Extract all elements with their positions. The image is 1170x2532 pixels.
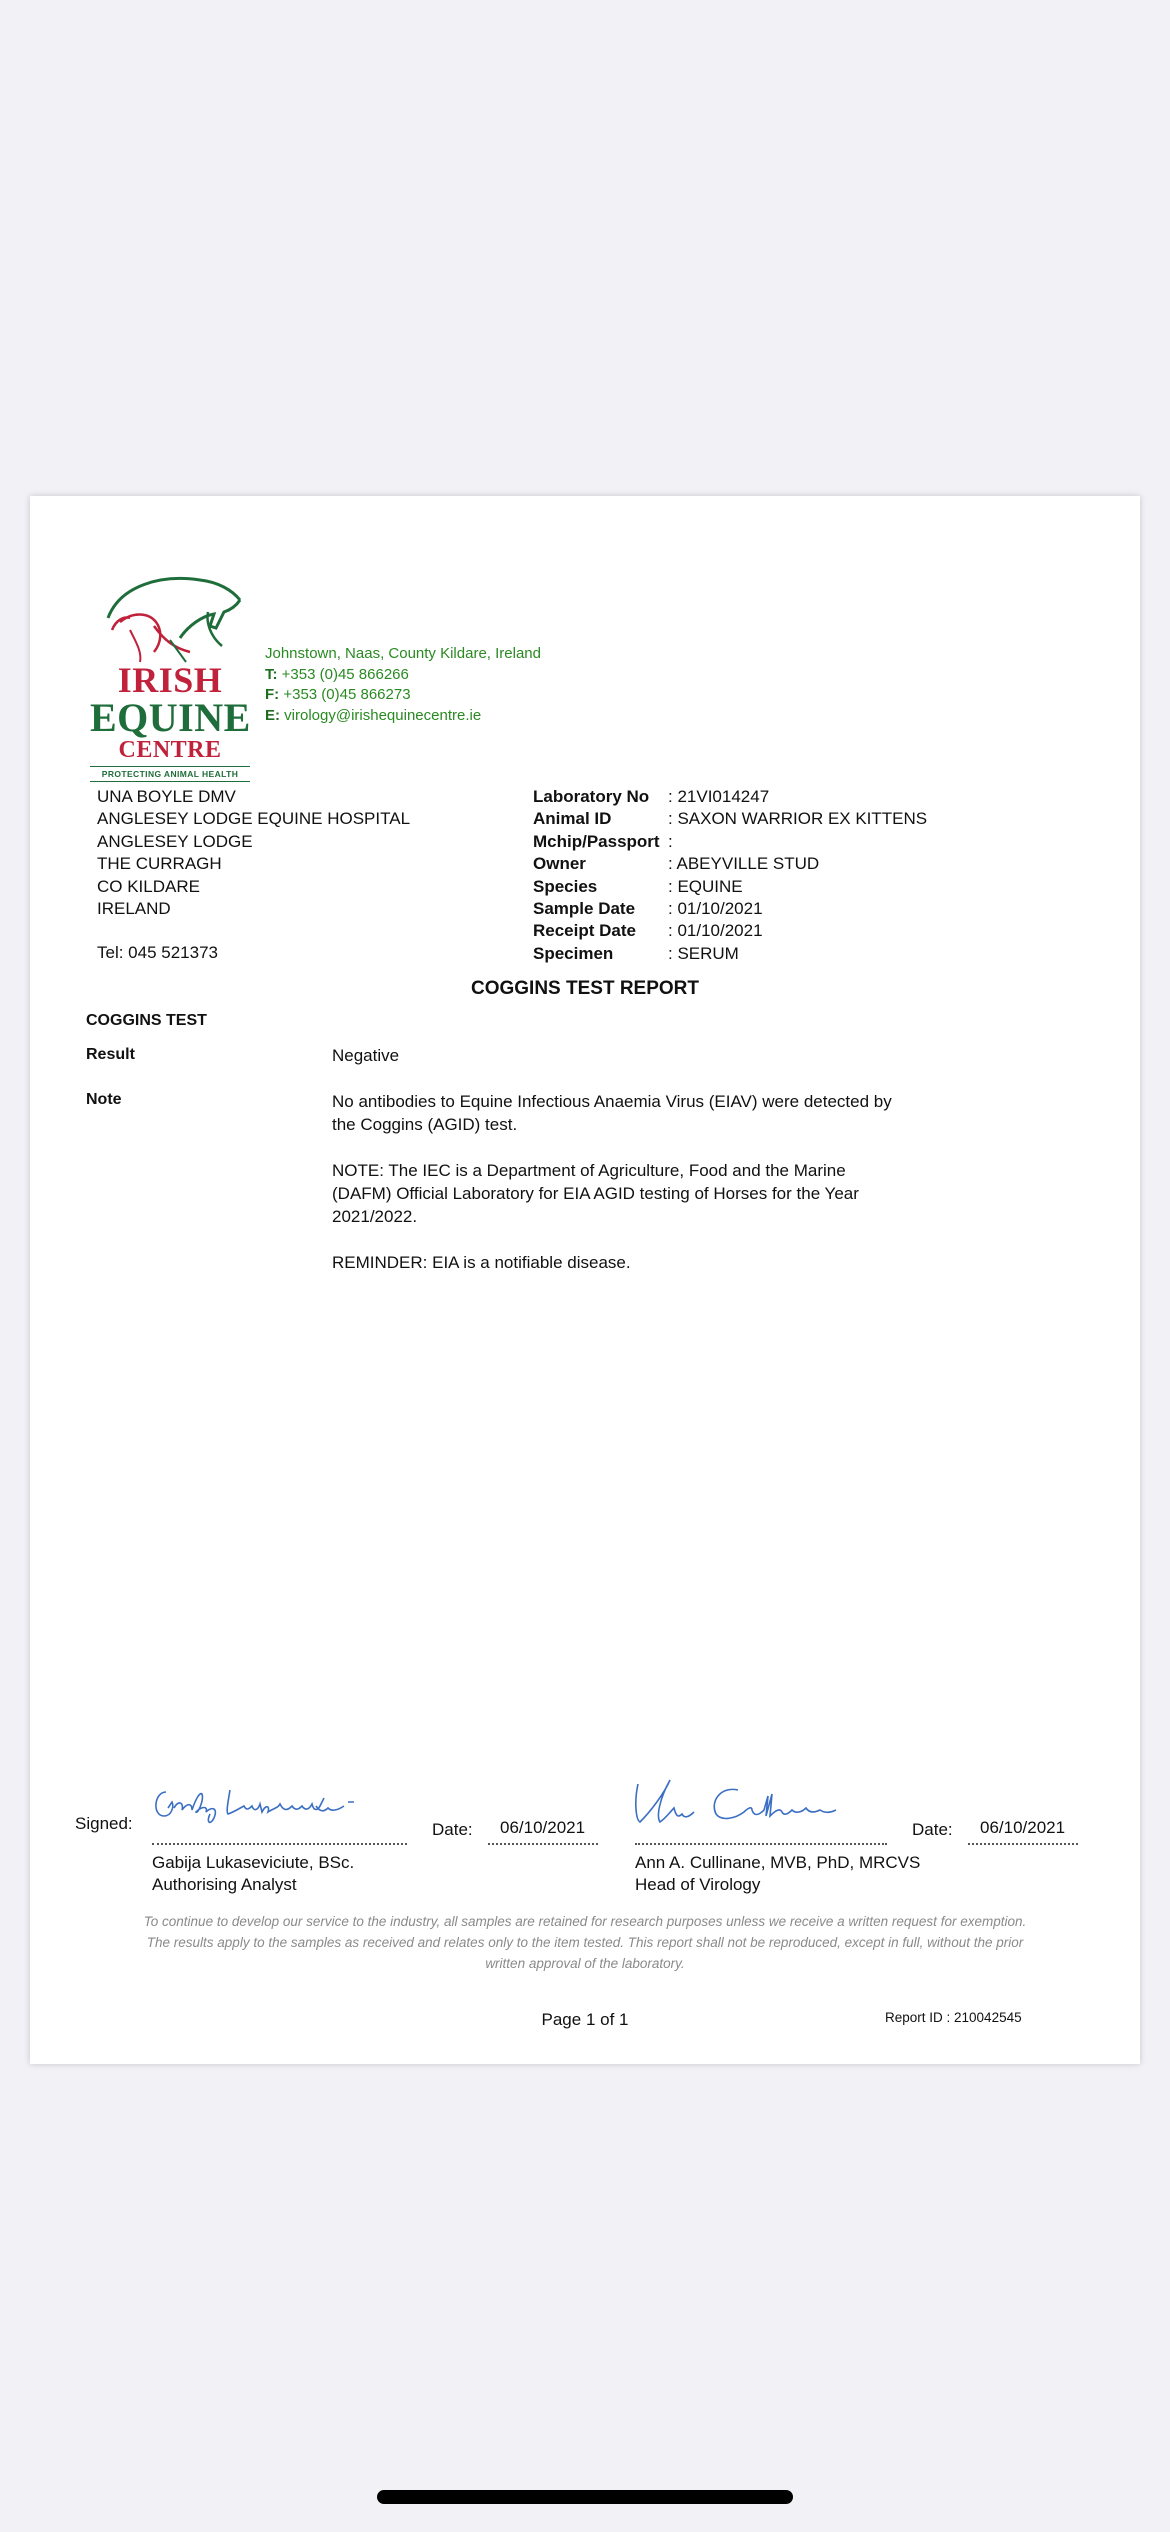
right-signatory: [635, 1852, 920, 1896]
left-signatory-name: Gabija Lukaseviciute, BSc.: [152, 1853, 355, 1872]
left-date-value: 06/10/2021: [500, 1818, 586, 1837]
lab-info-label: Owner: [533, 854, 586, 874]
lab-info-row: [533, 943, 927, 965]
note-label: Note: [86, 1091, 122, 1108]
logo-word-centre: CENTRE: [118, 737, 222, 763]
disclaimer: [130, 1911, 1040, 1974]
fax-value: +353 (0)45 866273: [283, 686, 411, 703]
right-date-value: 06/10/2021: [980, 1818, 1066, 1837]
disclaimer-line: To continue to develop our service to the industry, all samples are retained for research purposes unless we receive a written request for exemption.: [143, 1914, 1027, 1929]
contact-email: [265, 706, 541, 727]
fax-label: F:: [265, 686, 280, 703]
lab-info-label: Animal ID: [533, 809, 612, 829]
right-signature-image: [630, 1772, 860, 1832]
lab-info-label: Laboratory No: [533, 787, 650, 806]
contact-phone: [265, 665, 541, 686]
left-signatory-title: Authorising Analyst: [152, 1875, 297, 1894]
report-page: [30, 496, 1140, 2064]
lab-info-row: [533, 920, 927, 942]
address-line: IRELAND: [97, 899, 171, 919]
email-label: E:: [265, 706, 280, 724]
phone-value: +353 (0)45 866266: [281, 665, 409, 683]
report-title: COGGINS TEST REPORT: [470, 978, 700, 999]
contact-address: Johnstown, Naas, County Kildare, Ireland: [265, 645, 541, 662]
page-number: Page 1 of 1: [541, 2010, 629, 2029]
right-signature-line: [635, 1843, 887, 1845]
lab-info-label: Specimen: [533, 943, 614, 963]
home-indicator[interactable]: [377, 2490, 793, 2504]
phone-label: T:: [265, 665, 278, 683]
note-paragraph: No antibodies to Equine Infectious Anaemia Virus (EIAV) were detected by the Coggins (AGID) test.: [332, 1092, 892, 1134]
lab-info-row: [533, 786, 927, 808]
lab-info-value: :: [668, 831, 673, 851]
horse-logo-icon: [90, 556, 250, 666]
lab-info-label: Mchip/Passport: [533, 831, 660, 851]
address-line: THE CURRAGH: [97, 854, 222, 874]
irish-equine-centre-logo: [90, 556, 251, 779]
left-signature-image: [148, 1778, 378, 1828]
lab-info-row: [533, 831, 927, 853]
address-line: ANGLESEY LODGE EQUINE HOSPITAL: [97, 809, 411, 829]
logo-tagline: PROTECTING ANIMAL HEALTH: [90, 766, 250, 782]
logo-word-irish: IRISH: [117, 660, 223, 700]
lab-info-value: : EQUINE: [668, 876, 743, 896]
lab-info-row: [533, 876, 927, 898]
address-line: UNA BOYLE DMV: [97, 787, 236, 806]
left-date-line: [488, 1843, 598, 1845]
lab-info-label: Receipt Date: [533, 921, 636, 941]
lab-info-row: [533, 898, 927, 920]
lab-info-table: [533, 786, 927, 965]
lab-info-label: Sample Date: [533, 899, 636, 919]
contact-block: [265, 644, 541, 726]
right-signatory-title: Head of Virology: [635, 1875, 761, 1894]
right-date-label: Date:: [912, 1820, 953, 1839]
result-label: Result: [86, 1046, 135, 1063]
right-signatory-name: Ann A. Cullinane, MVB, PhD, MRCVS: [635, 1853, 921, 1872]
signed-label: Signed:: [75, 1814, 133, 1833]
lab-info-value: : 01/10/2021: [668, 899, 763, 919]
lab-info-label: Species: [533, 876, 598, 896]
lab-info-row: [533, 808, 927, 830]
note-paragraph: REMINDER: EIA is a notifiable disease.: [332, 1253, 631, 1272]
left-signature-line: [152, 1843, 407, 1845]
lab-info-value: : 01/10/2021: [668, 921, 763, 941]
report-id: Report ID : 210042545: [885, 2010, 1022, 2025]
left-signatory: [152, 1852, 354, 1896]
section-title: COGGINS TEST: [86, 1012, 207, 1029]
address-line: CO KILDARE: [97, 876, 200, 896]
disclaimer-line: The results apply to the samples as received and relates only to the item tested. This report shall not be reproduced, except in full, without the prior written approval of the laboratory.: [146, 1935, 1024, 1971]
note-body: [332, 1090, 892, 1297]
logo-word-equine: EQUINE: [90, 695, 251, 740]
left-date-label: Date:: [432, 1820, 473, 1839]
email-link[interactable]: virology@irishequinecentre.ie: [284, 706, 482, 724]
recipient-address: [97, 786, 410, 965]
lab-info-value: : 21VI014247: [668, 787, 770, 806]
address-line: ANGLESEY LODGE: [97, 831, 253, 851]
note-paragraph: NOTE: The IEC is a Department of Agriculture, Food and the Marine (DAFM) Official Laboratory for EIA AGID testing of Horses for the Year 2021/2022.: [332, 1161, 859, 1226]
lab-info-value: : SERUM: [668, 943, 739, 963]
lab-info-row: [533, 853, 927, 875]
recipient-tel: Tel: 045 521373: [97, 943, 218, 963]
right-date-line: [968, 1843, 1078, 1845]
contact-fax: [265, 685, 541, 706]
result-value: Negative: [332, 1046, 400, 1065]
lab-info-value: : ABEYVILLE STUD: [668, 854, 820, 874]
lab-info-value: : SAXON WARRIOR EX KITTENS: [668, 809, 928, 829]
